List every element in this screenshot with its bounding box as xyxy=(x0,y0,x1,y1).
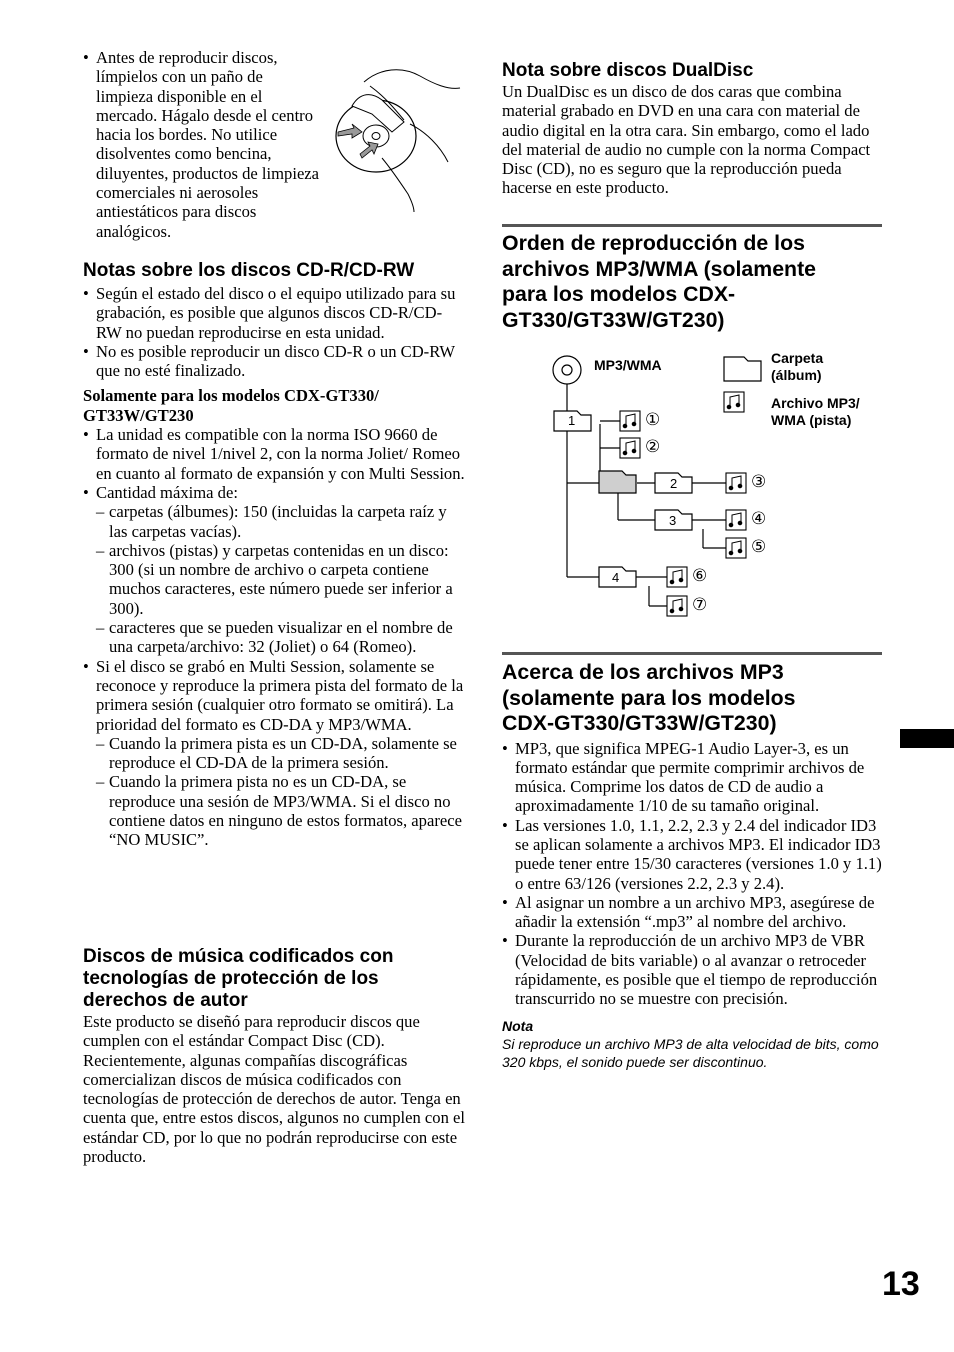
list-item: – archivos (pistas) y carpetas contenidas en un disco: 300 (si un nombre de archivo o carpeta contiene muchos caracteres, este número puede ser inferior a 300). xyxy=(83,541,465,618)
track-number-3: ③ xyxy=(751,472,767,491)
list-item: • No es posible reproducir un disco CD-R o un CD-RW que no esté finalizado. xyxy=(83,342,465,381)
list-item: • MP3, que significa MPEG-1 Audio Layer-3, es un formato estándar que permite comprimir archivos de música. Comprime los datos de CD de audio a aproximadamente 1/10 de su tamaño original. xyxy=(502,739,884,816)
section-divider xyxy=(502,652,882,655)
order-section xyxy=(502,231,852,333)
legend-file-label: Archivo MP3/ WMA (pista) xyxy=(771,395,860,428)
copyright-heading: Discos de música codificados con tecnologías de protección de los derechos de autor xyxy=(83,946,394,1011)
legend-folder-label: Carpeta (álbum) xyxy=(771,350,824,383)
track-number-2: ② xyxy=(645,437,661,456)
dualdisc-heading: Nota sobre discos DualDisc xyxy=(502,60,754,81)
track-number-1: ① xyxy=(645,410,661,429)
dualdisc-body: Un DualDisc es un disco de dos caras que combina material grabado en DVD en una cara con material de audio digital en la otra cara. Sin embargo, como el lado del material de audio no cumple con la norma Compact Disc (CD), no es seguro que la reproducción pueda hacerse en este producto. xyxy=(502,82,871,198)
copyright-body: Este producto se diseñó para reproducir discos que cumplen con el estándar Compact Disc (CD). Recientemente, algunas compañías discográficas comercializan discos de música codificados con tecnologías de protección de derechos de autor. Tenga en cuenta que, entre estos discos, algunos no cumplen con el estándar CD, por lo que no podrán reproducirse con este producto. xyxy=(83,1012,466,1167)
track-number-5: ⑤ xyxy=(751,537,767,556)
diagram-root-label: MP3/WMA xyxy=(594,357,662,373)
cdr-subheading: Solamente para los modelos CDX-GT330/ GT33W/GT230 xyxy=(83,386,379,425)
page-number: 13 xyxy=(882,1265,920,1303)
disc-cleaning-illustration xyxy=(330,62,465,212)
list-item: • Según el estado del disco o el equipo utilizado para su grabación, es posible que algunos discos CD-R/CD-RW no puedan reproducirse en esta unidad. xyxy=(83,284,465,342)
list-item: – carpetas (álbumes): 150 (incluidas la carpeta raíz y las carpetas vacías). xyxy=(83,502,465,541)
list-item: • Si el disco se grabó en Multi Session, solamente se reconoce y reproduce la primera pista del formato de la primera sesión (cualquier otro formato se omitirá). La prioridad del formato es CD-DA y MP3/WMA. xyxy=(83,657,465,734)
section-divider xyxy=(502,224,882,227)
list-item: • Al asignar un nombre a un archivo MP3, asegúrese de añadir la extensión “.mp3” al nombre del archivo. xyxy=(502,893,884,932)
folder-number-3: 3 xyxy=(669,513,677,528)
cleaning-bullet: • Antes de reproducir discos, límpielos con un paño de limpieza disponible en el mercado. Hágalo desde el centro hacia los bordes. No utilice disolventes como bencina, diluyentes, productos de limpieza comerciales ni aerosoles antiestáticos para discos analógicos. xyxy=(83,48,323,241)
mp3-heading: Acerca de los archivos MP3 (solamente para los modelos CDX-GT330/GT33W/GT230) xyxy=(502,660,796,735)
list-item: – caracteres que se pueden visualizar en el nombre de una carpeta/archivo: 32 (Joliet) o 64 (Romeo). xyxy=(83,618,465,657)
order-heading: Orden de reproducción de los archivos MP3/WMA (solamente para los modelos CDX-GT330/GT33W/GT230) xyxy=(502,231,817,332)
note-text: Si reproduce un archivo MP3 de alta velocidad de bits, como 320 kbps, el sonido puede ser discontinuo. xyxy=(502,1035,879,1070)
folder-number-1: 1 xyxy=(568,413,576,428)
folder-number-2: 2 xyxy=(670,476,678,491)
track-number-4: ④ xyxy=(751,509,767,528)
cleaning-block xyxy=(83,48,323,241)
dualdisc-section xyxy=(502,60,884,198)
list-item: • La unidad es compatible con la norma ISO 9660 de formato de nivel 1/nivel 2, con la norma Joliet/ Romeo en cuanto al formato de expansión y con Multi Session. xyxy=(83,425,465,483)
folder-tree-diagram xyxy=(540,345,890,625)
folder-number-4: 4 xyxy=(612,570,620,585)
copyright-section xyxy=(83,946,465,1166)
cdr-section xyxy=(83,260,465,850)
list-item: • Las versiones 1.0, 1.1, 2.2, 2.3 y 2.4 del indicador ID3 se aplican solamente a archivos MP3. El indicador ID3 puede tener entre 15/30 caracteres (versiones 1.0 y 1.1) o entre 63/126 (versiones 2.2, 2.3 y 2.4). xyxy=(502,816,884,893)
track-number-7: ⑦ xyxy=(692,595,708,614)
list-item: – Cuando la primera pista es un CD-DA, solamente se reproduce el CD-DA de la primera sesión. xyxy=(83,734,465,773)
note-title: Nota xyxy=(502,1017,534,1034)
list-item: – Cuando la primera pista no es un CD-DA, se reproduce una sesión de MP3/WMA. Si el disco no contiene datos en ninguno de estos formatos, aparece “NO MUSIC”. xyxy=(83,772,465,849)
list-item: • Durante la reproducción de un archivo MP3 de VBR (Velocidad de bits variable) o al avanzar o retroceder rápidamente, es posible que el tiempo de reproducción transcurrido no se muestre con precisión. xyxy=(502,931,884,1008)
mp3-section xyxy=(502,660,884,1071)
section-tab-marker xyxy=(900,729,954,748)
cdr-heading: Notas sobre los discos CD-R/CD-RW xyxy=(83,260,415,281)
track-number-6: ⑥ xyxy=(692,566,708,585)
list-item: • Cantidad máxima de: xyxy=(83,483,465,502)
